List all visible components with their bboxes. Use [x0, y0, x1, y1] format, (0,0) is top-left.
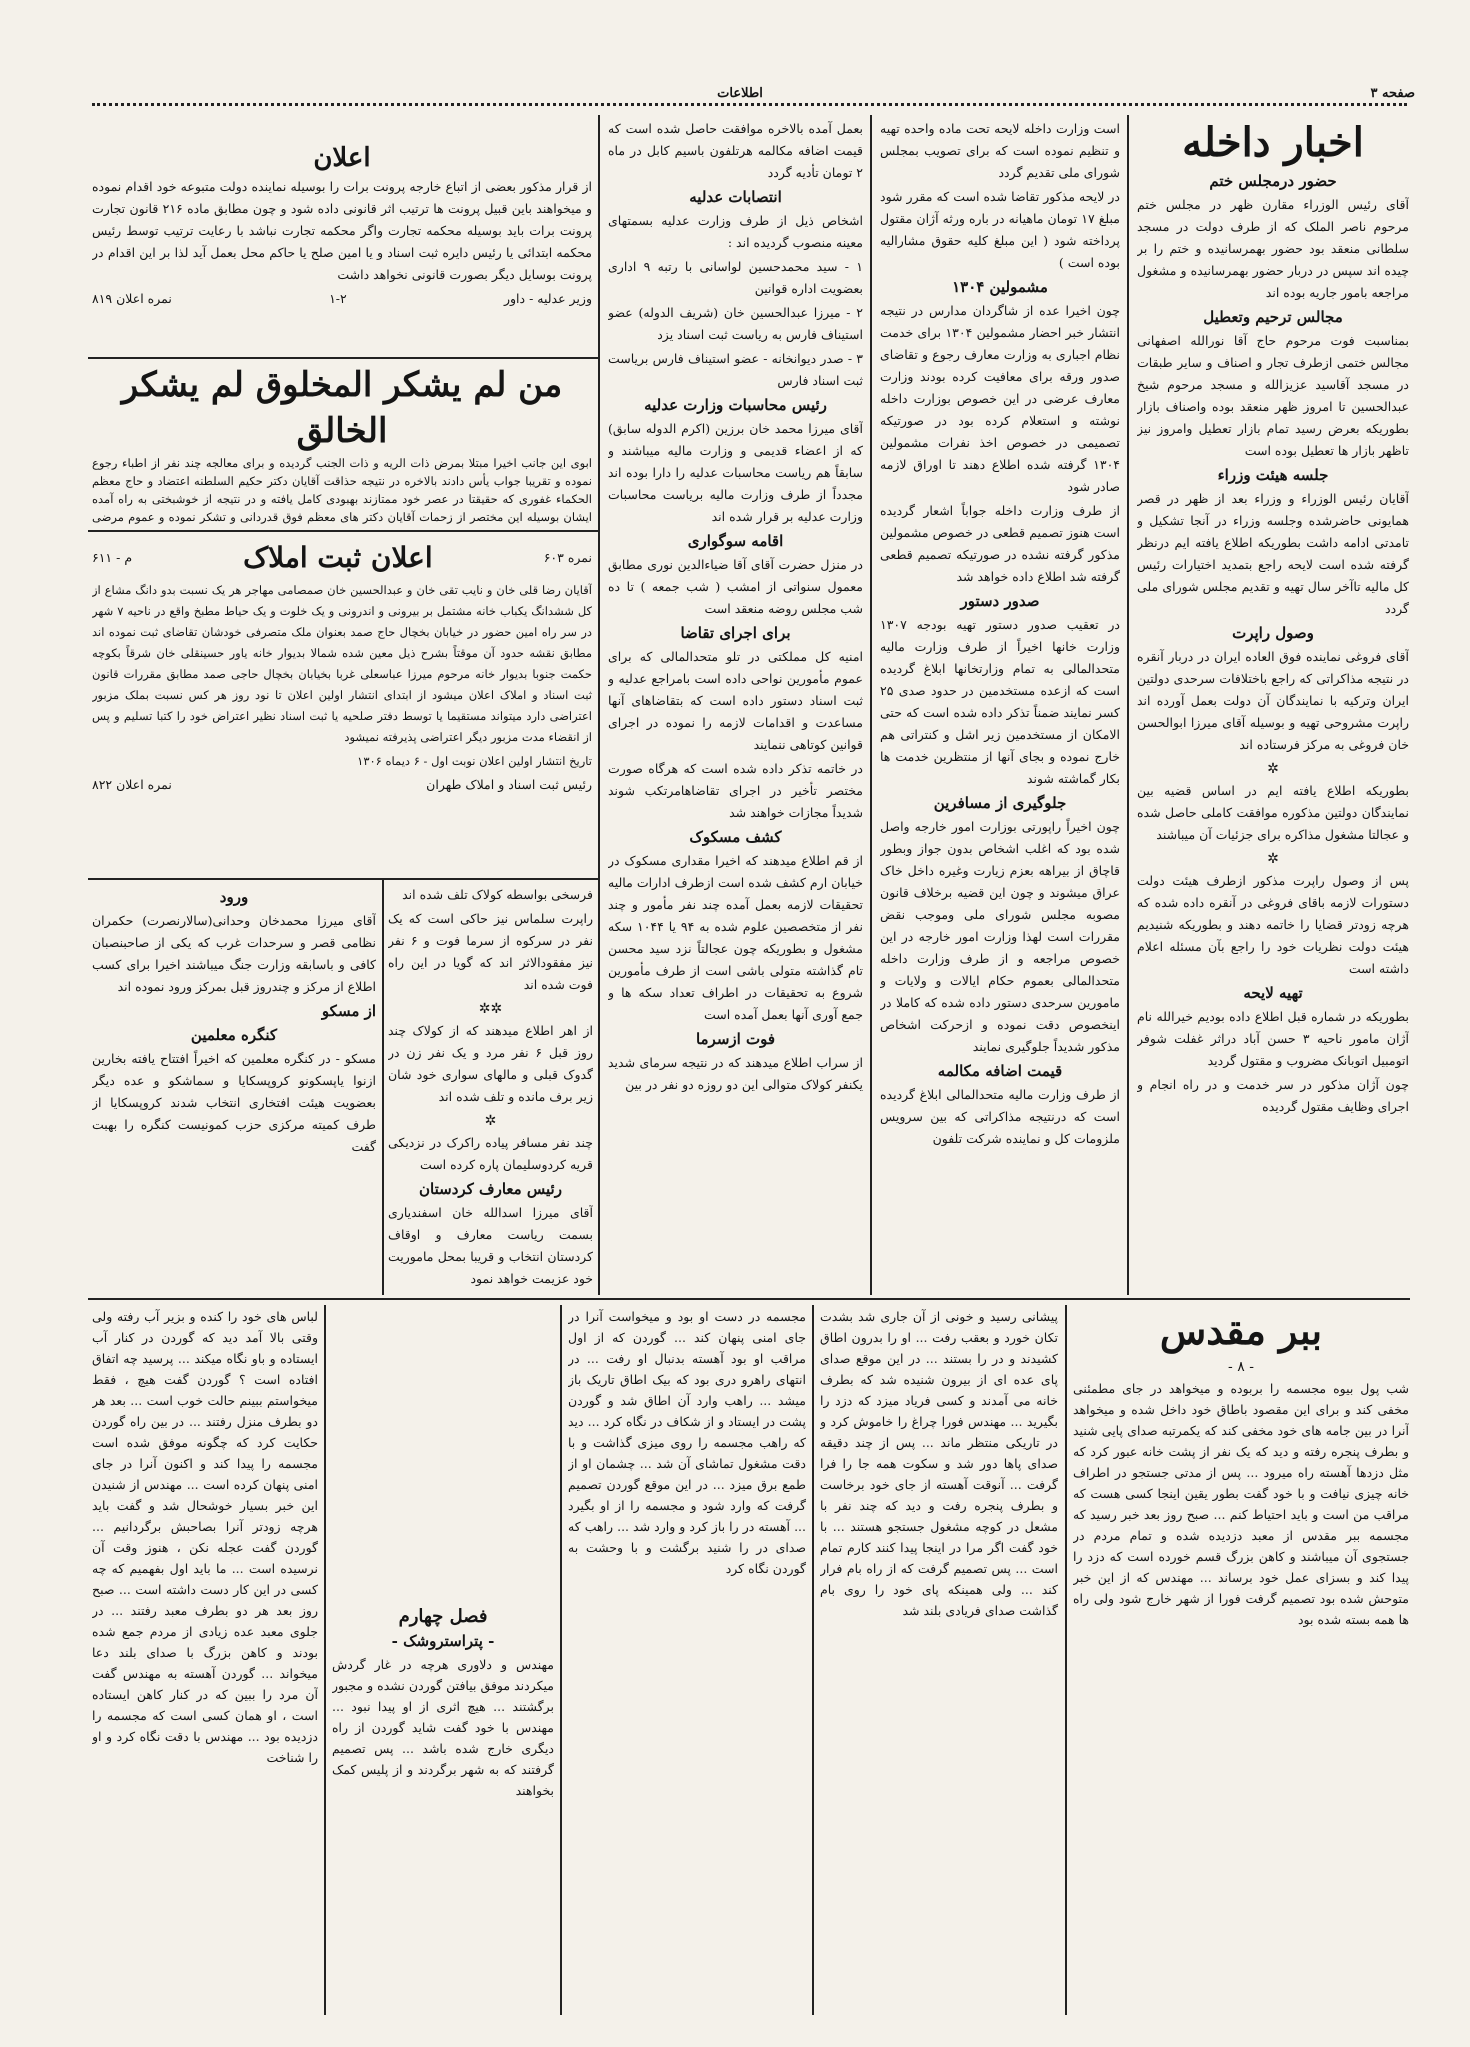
ad-sign-left: وزیر عدلیه - داور — [503, 291, 592, 306]
ad-sign-left: رئیس ثبت اسناد و املاک طهران — [426, 777, 592, 792]
article-title: وصول راپرت — [1232, 624, 1314, 642]
article-body: امنیه کل مملکتی در تلو متحدالمالی که برای عموم مأمورین نواحی داده است بامراجع عدلیه و ثبت اسناد دستور داده است که بتقاضاهای آنها مساعدت و اقدامات لازمه را نموده در اجرای قوانین کوتاهی ننمایند — [608, 649, 863, 752]
serial-body: شب پول بیوه مجسمه را بربوده و میخواهد در جای مطمئنی مخفی کند و برای این مقصود باطاق خود داخل شده و میخواهد آنرا در بین جامه های خود مخفی کند که یکمرتبه صدای پایی شنید و بطرف پنجره رفته و دید که یک نفر از پشت خانه عبور کرد که مثل دزدها آهسته راه میرود ... پس از مدتی جستجو در اطراف خانه چیزی نیافت و با خود گفت بطور یقین اینجا کسی هست که مراقب من است و باید احتیاط کنم ... صبح روز بعد خبر رسید که مجسمه ببر مقدس از معبد دزدیده شده و تمام مردم در جستجوی آن میباشند و کاهن بزرگ قسم خورده است که دزد را پیدا کند و بسزای عمل خود برساند ... مهندس که از این خبر متوحش شده بود تصمیم گرفت فورا از شهر خارج شود ولی راه ها همه بسته شده بود — [1073, 1381, 1409, 1627]
registration-ad — [92, 536, 592, 876]
ad-title: اعلان — [313, 143, 371, 173]
article-body: چون اخیرا عده از شاگردان مدارس در نتیجه انتشار خبر احضار مشمولین ۱۳۰۴ برای خدمت نظام اجباری به وزارت معارف رجوع و تقاضای صدور ورقه برای معافیت کرده بودند وزارت معارف عرضی در این خصوص بوزارت داخله نوشته و استعلام کرده بود در صورتیکه تصمیمی در خصوص اخذ نفرات مشمولین ۱۳۰۴ گرفته شده اطلاع دهند تا اوراق لازمه صادر شود — [880, 303, 1120, 494]
serial-column-3 — [568, 1306, 806, 2014]
article-body: بمناسبت فوت مرحوم حاج آقا نورالله اصفهانی مجالس ختمی ازطرف تجار و اصناف و سایر طبقات در مسجد آقاسید عزیزالله و مسجد مرحوم شیخ عبدالحسین تا امروز ظهر منعقد بوده واصناف بازار بطوریکه بعرض رسید تمام بازار تعطیل وامروز نیز تاظهر بازار ها تعطیل بوده است — [1137, 333, 1409, 458]
serial-column-1 — [1073, 1306, 1409, 2014]
article-title: کنگره معلمین — [190, 1026, 278, 1044]
article-body: در لایحه مذکور تقاضا شده است که مقرر شود مبلغ ۱۷ تومان ماهیانه در باره ورثه آژان مقتول پرداخته شود ( این مبلغ کلیه حقوق مشارالیه بوده است ) — [880, 189, 1120, 270]
article-body: از سراب اطلاع میدهند که در نتیجه سرمای شدید یکنفر کولاک متوالی این دو روزه دو نفر در بین — [608, 1055, 863, 1092]
ad-sign-num: ۱-۲ — [329, 291, 347, 306]
article-body: در تعقیب صدور دستور تهیه بودجه ۱۳۰۷ وزارت خانها اخیراً از طرف وزارت مالیه متحدالمالی به تمام وزارتخانها ابلاغ گردیده است که ازعده مستخدمین در حدود صدی ۲۵ کسر نمایند ضمناً تذکر داده شده است که حتی الامکان از مستخدمین زیر اشل و کنتراتی هم خارج نموده و بجای آنها از منتظرین خدمت ها بکار گماشته شوند — [880, 617, 1120, 786]
star-divider-icon: ✲ — [1267, 851, 1279, 867]
list-item: ۳ - صدر دیوانخانه - عضو استیناف فارس بریاست ثبت اسناد فارس — [608, 351, 863, 388]
announcement-ad — [92, 140, 592, 352]
article-body: از اهر اطلاع میدهند که از کولاک چند روز قبل ۶ نفر مرد و یک نفر زن در گدوک قبلی و مالهای سواری خود شان زیر برف مانده و تلف شده اند — [388, 1023, 593, 1104]
ad-body: آقایان رضا قلی خان و نایب تقی خان و عبدالحسین خان صمصامی مهاجر هر یک نسبت بدو دانگ مشاع از کل ششدانگ یکباب خانه مشتمل بر بیرونی و اندرونی و یک خلوت و یک حیاط مطبخ واقع در ناحیه ۷ شهر در سر راه امین حضور در خیابان بخچال حاج صمد بعنوان ملک متصرفی خودشان تقاضای ثبت نموده اند مطابق نقشه حدود آن موقتاً بشرح ذیل معین شده شمالا بدیوار خانه یاور حسینقلی خان شرقاً بکوچه حکمت جنوبا بدیوار خانه مرحوم میرزا عباسعلی غربا بخیابان بخچال حاجی صمد مطابق مقررات قانون ثبت اسناد و املاک اعلان میشود از ابتدای انتشار اولین اعلان تا نود روز هر کس نسبت بملک مزبور اعتراضی دارد میتواند مستقیما یا توسط دفتر صلحیه یا ثبت اسناد نظیر اعتراض خود را کتبا تسلیم و پس از انقضاء مدت مزبور دیگر اعتراضی پذیرفته نمیشود — [92, 583, 592, 744]
serial-column-5 — [92, 1306, 318, 2014]
serial-body: مجسمه در دست او بود و میخواست آنرا در جای امنی پنهان کند ... گوردن که از اول مراقب او بود آهسته بدنبال او رفت ... در انتهای راهرو دری بود که بیک اطاق تاریک باز میشد ... راهب وارد آن اطاق شد و گوردن پشت در ایستاد و از شکاف در نگاه کرد ... دید که راهب مجسمه را روی میزی گذاشت و با دقت مشغول تماشای آن شد ... چشمان او از طمع برق میزد ... در این موقع گوردن تصمیم گرفت که وارد شود و مجسمه را از او بگیرد ... آهسته در را باز کرد و وارد شد ... راهب که صدای در را شنید برگشت و با وحشت به گوردن نگاه کرد — [568, 1309, 806, 1576]
section-rule — [88, 1298, 1410, 1300]
list-item: ۲ - میرزا عبدالحسین خان (شریف الدوله) عضو استیناف فارس به ریاست ثبت اسناد یزد — [608, 305, 863, 342]
serial-number: - ۸ - — [1228, 1359, 1254, 1375]
serial-column-4 — [332, 1306, 554, 2014]
news-column-lower-left — [92, 884, 376, 1292]
article-title: صدور دستور — [960, 592, 1040, 610]
article-title: فوت ازسرما — [695, 1030, 776, 1048]
ad-title: من لم یشکر المخلوق لم یشکر الخالق — [121, 365, 563, 451]
ad-body: از قرار مذکور بعضی از اتباع خارجه پرونت برات را بوسیله نماینده دولت متبوعه خود اقدام نموده و میخواهند باین قبیل پرونت ها ترتیب اثر قانونی داده شود و چون مطابق ماده ۲۱۶ قانون تجارت پرونت برات باید بوسیله محکمه تجارت واگر محکمه تجارت نباشد با رعایت ترتیب توسط رئیس محکمه ابتدائی یا رئیس دایره ثبت اسناد و یا امین صلح یا حاکم محل بعمل آید لذا بر این اقدام در پرونت بوسایل دیگر بصورت قانونی نخواهد داشت — [92, 179, 592, 282]
serial-column-2 — [820, 1306, 1058, 2014]
star-divider-icon: ✲ — [1267, 761, 1279, 777]
article-body: از طرف وزارت مالیه متحدالمالی ابلاغ گردیده است که درنتیجه مذاکراتی که بین سرویس ملزومات کل و نماینده شرکت تلفون — [880, 1087, 1120, 1146]
ad-code: م - ۶۱۱ — [92, 550, 133, 565]
header-rule — [92, 103, 1407, 106]
ad-title: اعلان ثبت املاک — [243, 541, 433, 574]
thanks-ad — [92, 362, 592, 527]
column-rule — [560, 1305, 562, 2015]
ad-rule — [88, 878, 598, 880]
column-rule — [870, 115, 872, 1295]
serial-title: ببر مقدس — [1159, 1308, 1323, 1353]
article-title: جلوگیری از مسافرین — [933, 794, 1067, 812]
ad-sign-right: نمره اعلان ۸۲۲ — [92, 777, 172, 792]
article-body: است وزارت داخله لایحه تحت ماده واحده تهیه و تنظیم نموده است که برای تصویب بمجلس شورای ملی تقدیم گردد — [880, 121, 1120, 180]
news-column-2 — [880, 118, 1120, 1293]
article-title: مجالس ترحیم وتعطیل — [1203, 308, 1343, 326]
article-title: انتصابات عدلیه — [689, 188, 782, 206]
serial-body: پیشانی رسید و خونی از آن جاری شد بشدت تکان خورد و بعقب رفت ... او را بدرون اطاق کشیدند و در را بستند ... در این موقع صدای پای عده ای از بیرون شنیده شد که بطرف خانه می آمدند و کسی فریاد میزد که دزد را بگیرید ... مهندس فورا چراغ را خاموش کرد و در تاریکی منتظر ماند ... پس از چند دقیقه صدای پاها دور شد و سکوت همه جا را فرا گرفت ... آنوقت آهسته از جای خود برخاست و بطرف پنجره رفت و دید که چند نفر با مشعل در کوچه مشغول جستجو هستند ... با خود گفت اگر مرا در اینجا پیدا کنند کارم تمام است ... پس تصمیم گرفت که از راه بام فرار کند ... ولی همینکه پای خود را روی بام گذاشت صدای فریادی بلند شد — [820, 1309, 1058, 1618]
section-title: اخبار داخله — [1182, 119, 1364, 166]
article-body: آقای فروغی نماینده فوق العاده ایران در دربار آنقره در نتیجه مذاکراتی که راجع باختلافات سرحدی دولتین ایران وترکیه با نمایندگان آن دولت بعمل آورده اند راپرت مشروحی تهیه و بوسیله آقای میرزا ابوالحسن خان فروغی به مرکز فرستاده اند — [1137, 649, 1409, 752]
article-body: اشخاص ذیل از طرف وزارت عدلیه بسمتهای معینه منصوب گردیده اند : — [608, 213, 863, 250]
ad-number: نمره ۶۰۳ — [543, 550, 592, 565]
chapter-title: فصل چهارم — [398, 1606, 488, 1627]
domestic-news-column — [1137, 118, 1409, 1293]
newspaper-name: اطلاعات — [717, 86, 763, 101]
article-title: رئیس معارف کردستان — [419, 1180, 562, 1198]
ad-rule — [88, 357, 598, 359]
article-body: بعمل آمده بالاخره موافقت حاصل شده است که قیمت اضافه مکالمه هرتلفون باسیم کابل در ماه ۲ تومان تأدیه گردد — [608, 121, 863, 180]
page-number: صفحه ۳ — [1370, 86, 1415, 101]
article-body: آقای میرزا اسدالله خان اسفندیاری بسمت ریاست معارف و اوقاف کردستان انتخاب و قریبا بمحل ماموریت خود عزیمت خواهد نمود — [388, 1205, 593, 1286]
serial-body: مهندس و دلاوری هرچه در غار گردش میکردند موفق بیافتن گوردن نشده و مجبور برگشتند ... هیچ اثری از او پیدا نبود ... مهندس با خود گفت شاید گوردن از راه دیگری خارج شده باشد ... پس تصمیم گرفتند که به شهر برگردند و از پلیس کمک بخواهند — [332, 1657, 554, 1798]
ad-sign-right: نمره اعلان ۸۱۹ — [92, 291, 172, 306]
column-rule — [1127, 115, 1129, 1295]
article-title: حضور درمجلس ختم — [1209, 172, 1337, 190]
article-body: چون آژان مذکور در سر خدمت و در راه انجام و اجرای وظایف مقتول گردیده — [1137, 1077, 1409, 1114]
column-rule — [812, 1305, 814, 2015]
ad-header — [92, 536, 592, 580]
news-column-lower-mid — [388, 884, 593, 1292]
article-title: ورود — [219, 888, 249, 906]
article-body: بطوریکه در شماره قبل اطلاع داده بودیم خیرالله نام آژان مامور ناحیه ۳ حسن آباد دراثر غفلت شوفر اتومبیل اتوبانک مضروب و مقتول گردید — [1137, 1009, 1409, 1068]
article-title: از مسکو — [321, 1002, 376, 1020]
star-divider-icon: ✲✲ — [478, 1001, 503, 1017]
article-body: فرسخی بواسطه کولاک تلف شده اند — [402, 887, 593, 902]
ad-signature — [92, 774, 592, 796]
star-divider-icon: ✲ — [484, 1113, 497, 1129]
article-title: رئیس محاسبات وزارت عدلیه — [644, 396, 827, 414]
article-title: قیمت اضافه مکالمه — [937, 1062, 1063, 1080]
chapter-subtitle: - پتراستروشک - — [391, 1632, 495, 1650]
article-title: تهیه لایحه — [1243, 984, 1303, 1002]
column-rule — [1065, 1305, 1067, 2015]
ad-signature — [92, 288, 592, 310]
article-title: کشف مسکوک — [689, 828, 782, 846]
article-title: اقامه سوگواری — [687, 532, 784, 550]
list-item: ۱ - سید محمدحسین لواسانی با رتبه ۹ اداری بعضویت اداره قوانین — [608, 259, 863, 296]
article-body: آقای رئیس الوزراء مقارن ظهر در مجلس ختم مرحوم ناصر الملک که از طرف دولت در مسجد سلطانی منعقد بود حضور بهمرسانیده و ختم را بر چیده اند سپس در دربار حضور بهمرسانیده و مشغول مراجعه بامور جاریه بوده اند — [1137, 197, 1409, 300]
column-rule — [382, 880, 384, 1295]
article-body: در خاتمه تذکر داده شده است که هرگاه صورت مختصر تأخیر در اجرای تقاضاهامرتکب شوند شدیداً مجازات خواهند شد — [608, 761, 863, 820]
column-rule — [598, 115, 600, 1295]
article-body: چند نفر مسافر پیاده راکرک در نزدیکی قریه کردوسلیمان پاره کرده است — [388, 1135, 593, 1172]
article-body: از قم اطلاع میدهند که اخیرا مقداری مسکوک در خیابان ارم کشف شده است ازطرف ادارات مالیه تحقیقات لازمه بعمل آمده چند نفر مأمور و چند نفر از متخصصین علوم شده به ۹۴ یا ۱۰۴۴ سکه مشغول و بطوریکه چون عجالتاً نزد سید محسن تام گذاشته متولی باشی است از طرف مأمورین شروع به تحقیقات در اطراف تعداد سکه ها و جمع آوری آنها بعمل آمده است — [608, 853, 863, 1022]
ad-body: ابوی این جانب اخیرا مبتلا بمرض ذات الریه و ذات الجنب گردیده و برای معالجه چند نفر از اطباء رجوع نموده و تقریبا جواب یأس دادند بالاخره در نتیجه حذاقت آقایان دکتر حکیم السلطنه اعتضاد و حاج معظم الحکماء غفوری که حقیقتا در عصر خود ممتازند بهبودی کامل یافته و در نتیجه از خوشبختی به راه آمده ایشان بوسیله این مختصر از زحمات آقایان دکتر های معظم فوق قدردانی و تشکر نموده و عموم مرضی — [92, 456, 592, 524]
article-body: آقایان رئیس الوزراء و وزراء بعد از ظهر در قصر همایونی حاضرشده وجلسه وزراء در آنجا تشکیل و تامدتی ادامه داشت بطوریکه اطلاع یافته ایم درنظر گرفته شده است لایحه راجع بتمدید اختیارات رئیس کل مالیه تاآخر سال تهیه و تقدیم مجلس شورای ملی گردد — [1137, 491, 1409, 616]
article-title: مشمولین ۱۳۰۴ — [952, 278, 1048, 296]
ad-date: تاریخ انتشار اولین اعلان نوبت اول - ۶ دیماه ۱۳۰۶ — [357, 754, 592, 768]
article-body: از طرف وزارت داخله جواباً اشعار گردیده است هنوز تصمیم قطعی در خصوص مشمولین مذکور گرفته نشده در صورتیکه تصمیم قطعی گرفته شد اطلاع داده خواهد شد — [880, 503, 1120, 584]
ad-rule — [88, 530, 598, 532]
article-body: آقای میرزا محمد خان برزین (اکرم الدوله سابق) که از اعضاء قدیمی و وزارت مالیه میباشند و سابقاً هم ریاست محاسبات عدلیه را دارا بوده اند مجدداً از طرف وزارت مالیه بریاست محاسبات وزارت عدلیه بر قرار شده اند — [608, 421, 863, 524]
article-body: بطوریکه اطلاع یافته ایم در اساس قضیه بین نمایندگان دولتین مذکوره موافقت کاملی حاصل شده و عجالتا مشغول مذاکره برای جزئیات آن میباشند — [1137, 783, 1409, 842]
serial-body: لباس های خود را کنده و بزیر آب رفته ولی وقتی بالا آمد دید که گوردن در کنار آب ایستاده و باو نگاه میکند ... پرسید چه اتفاق افتاده است ؟ گوردن گفت هیچ ، فقط میخواستم ببینم حالت خوب است ... بعد هر دو بطرف منزل رفتند ... در بین راه گوردن حکایت کرد که چگونه موفق شده است مجسمه را پیدا کند و اکنون آنرا در جای امنی پنهان کرده است ... مهندس از شنیدن این خبر بسیار خوشحال شد و گفت باید هرچه زودتر آنرا بصاحبش برگردانیم ... گوردن گفت عجله نکن ، هنوز وقت آن نرسیده است ... ما باید اول بفهمیم که چه کسی در این کار دست داشته است ... صبح روز بعد هر دو بطرف معبد رفتند ... در جلوی معبد عده زیادی از مردم جمع شده بودند و کاهن بزرگ با صدای بلند دعا میخواند ... گوردن آهسته به مهندس گفت آن مرد را ببین که در کنار کاهن ایستاده است ، او همان کسی است که مجسمه را دزدیده بود ... مهندس با دقت نگاه کرد و او را شناخت — [92, 1309, 318, 1765]
article-title: جلسه هیئت وزراء — [1217, 466, 1329, 484]
article-body: چون اخیراً راپورتی بوزارت امور خارجه واصل شده بود که اغلب اشخاص بدون جواز وبطور قاچاق از بیراهه بعزم زیارت وغیره داخل خاک عراق میشوند و چون این قضیه برخلاف قانون مصوبه مجلس شورای ملی وموجب نقض مقررات است لهذا وزارت امور خارجه در این خصوص مراجعه و از طرف وزارت داخله متحدالمالی بعموم حکام ایالات و ولایات و مامورین سرحدی دستور داده شده که کاملا در اینخصوص دقت نموده و ازحرکت اشخاص مذکور شدیداً جلوگیری نمایند — [880, 819, 1120, 1054]
article-body: مسکو - در کنگره معلمین که اخیراً افتتاح یافته بخارین ازنوا یاپسکونو کروپسکایا و سماشکو و عده دیگر بعضویت هیئت افتخاری انتخاب شدند کروپسکایا از طرف کمیته مرکزی حزب کمونیست کنگره را بهبت گفت — [92, 1051, 376, 1154]
news-column-3 — [608, 118, 863, 1293]
column-rule — [324, 1305, 326, 2015]
article-title: برای اجرای تقاضا — [680, 624, 791, 642]
article-body: آقای میرزا محمدخان وحدانی(سالارنصرت) حکمران نظامی قصر و سرحدات غرب که یکی از صاحبنصبان کافی و باسابقه وزارت جنگ میباشند اخیرا برای کسب اطلاع از مرکز و چندروز قبل بمرکز ورود نموده اند — [92, 913, 376, 994]
article-body: در منزل حضرت آقای آقا ضیاءالدین نوری مطابق معمول سنواتی از امشب ( شب جمعه ) تا ده شب مجلس روضه منعقد است — [608, 557, 863, 616]
article-body: پس از وصول راپرت مذکور ازطرف هیئت دولت دستورات لازمه باقای فروغی در آنقره داده شده که هرچه زودتر قضایا را خاتمه دهند و بطوریکه شنیدیم هیئت دولت نظریات خود را راجع بآن مسئله اعلام داشته است — [1137, 873, 1409, 976]
article-body: راپرت سلماس نیز حاکی است که یک نفر در سرکوه از سرما فوت و ۶ نفر نیز مفقودالاثر اند که گویا در این راه فوت شده اند — [388, 911, 593, 992]
